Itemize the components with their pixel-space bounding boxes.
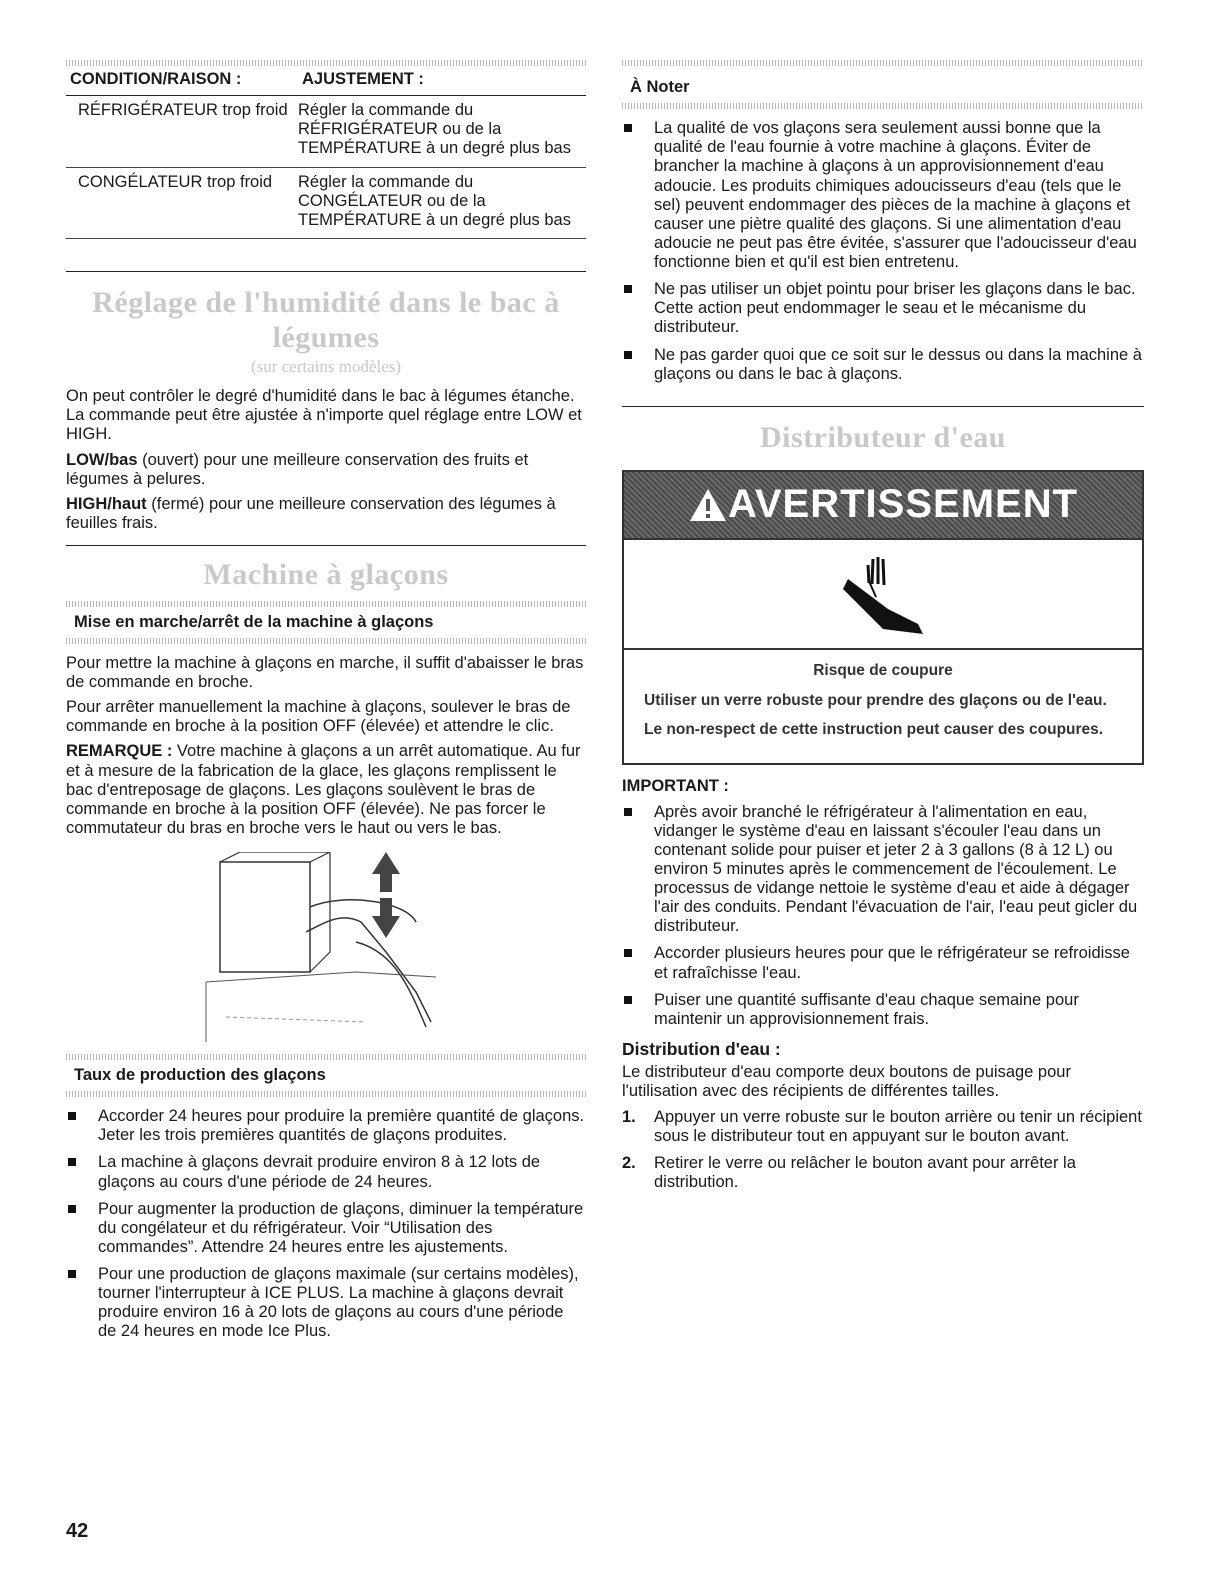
list-item: La qualité de vos glaçons sera seulement aussi bonne que la qualité de l'eau fournie à votre machine à glaçons. Éviter de brancher la machine à glaçons à un approvisionnement d'eau adoucie. Les produits chimiques adoucisseurs d'eau (tels que le sel) peuvent endommager des pièces de la machine à glaçons et causer une piètre qualité des glaçons. Si une alimentation d'eau adoucie ne peut pas être évitée, s'assurer que l'adoucisseur d'eau fonctionne bien et qu'il est bien entretenu. bbox=[622, 119, 1144, 272]
left-column bbox=[66, 60, 586, 1350]
notes-list bbox=[622, 119, 1144, 384]
step-text: Retirer le verre ou relâcher le bouton avant pour arrêter la distribution. bbox=[654, 1153, 1076, 1191]
list-item bbox=[622, 1108, 1144, 1146]
note-label: REMARQUE : bbox=[66, 742, 173, 761]
distribution-heading: Distribution d'eau : bbox=[622, 1038, 781, 1059]
table-header-condition: CONDITION/RAISON : bbox=[66, 66, 298, 96]
table-header-adjustment: AJUSTEMENT : bbox=[298, 66, 586, 96]
dotted-rule bbox=[66, 601, 586, 607]
dotted-rule bbox=[66, 1091, 586, 1097]
list-item: La machine à glaçons devrait produire environ 8 à 12 lots de glaçons au cours d'une période de 24 heures. bbox=[66, 1153, 586, 1191]
low-label: LOW/bas bbox=[66, 450, 138, 469]
list-item: Pour une production de glaçons maximale (sur certains modèles), tourner l'interrupteur à ICE PLUS. La machine à glaçons devrait produire environ 16 à 20 lots de glaçons au cours d'une période de 24 heures en mode Ice Plus. bbox=[66, 1265, 586, 1342]
step-text: Appuyer un verre robuste sur le bouton arrière ou tenir un récipient sous le distributeur tout en appuyant sur le bouton avant. bbox=[654, 1107, 1142, 1145]
condition-cell: RÉFRIGÉRATEUR trop froid bbox=[66, 96, 298, 167]
list-item: Ne pas garder quoi que ce soit sur le dessus ou dans la machine à glaçons ou dans le bac à glaçons. bbox=[622, 346, 1144, 384]
list-item: Puiser une quantité suffisante d'eau chaque semaine pour maintenir un approvisionnement frais. bbox=[622, 991, 1144, 1029]
step-number: 1. bbox=[622, 1107, 636, 1126]
cut-hazard-icon bbox=[828, 549, 938, 639]
step-number: 2. bbox=[622, 1153, 636, 1172]
high-text: (fermé) pour une meilleure conservation des légumes à feuilles frais. bbox=[66, 494, 556, 532]
list-item bbox=[622, 1154, 1144, 1192]
ice-rate-list bbox=[66, 1107, 586, 1341]
cut-hazard-area bbox=[624, 538, 1142, 648]
ice-rate-subheading: Taux de production des glaçons bbox=[74, 1066, 326, 1085]
humidity-intro: On peut contrôler le degré d'humidité dans le bac à légumes étanche. La commande peut être ajustée à n'importe quel réglage entre LOW et HIGH. bbox=[66, 387, 582, 444]
notes-heading: À Noter bbox=[630, 78, 690, 96]
dotted-rule bbox=[66, 1054, 586, 1060]
warning-triangle-icon bbox=[688, 487, 728, 523]
low-text: (ouvert) pour une meilleure conservation des fruits et légumes à pelures. bbox=[66, 450, 529, 488]
humidity-section-title: Réglage de l'humidité dans le bac à légumes bbox=[92, 285, 560, 354]
list-item: Accorder 24 heures pour produire la première quantité de glaçons. Jeter les trois premières quantités de glaçons produites. bbox=[66, 1107, 586, 1145]
list-item: Accorder plusieurs heures pour que le réfrigérateur se refroidisse et rafraîchisse l'eau. bbox=[622, 944, 1144, 982]
high-label: HIGH/haut bbox=[66, 494, 147, 513]
ice-maker-arm-image bbox=[66, 852, 586, 1042]
dotted-rule bbox=[622, 103, 1144, 109]
important-label: IMPORTANT : bbox=[622, 777, 729, 796]
list-item: Pour augmenter la production de glaçons, diminuer la température du congélateur et du réfrigérateur. Voir “Utilisation des commandes”. Attendre 24 heures entre les ajustements. bbox=[66, 1200, 586, 1257]
ice-section-title: Machine à glaçons bbox=[203, 558, 449, 592]
table-row bbox=[66, 96, 586, 167]
right-column bbox=[622, 60, 1144, 1200]
important-list bbox=[622, 803, 1144, 1029]
distribution-steps bbox=[622, 1108, 1144, 1193]
condition-cell: CONGÉLATEUR trop froid bbox=[66, 167, 298, 238]
ice-maker-illustration bbox=[66, 852, 586, 1042]
warning-title: AVERTISSEMENT bbox=[727, 482, 1079, 527]
water-section-title: Distributeur d'eau bbox=[760, 420, 1006, 454]
page-number: 42 bbox=[66, 1520, 89, 1542]
top-rule bbox=[622, 60, 1144, 66]
note-text: Votre machine à glaçons a un arrêt automatique. Au fur et à mesure de la fabrication de la glace, les glaçons remplissent le bac d'entreposage de glaçons. Les glaçons soulèvent le bras de commande en broche à la position OFF (élevée). Ne pas forcer le commutateur du bras en broche vers le haut ou vers le bas. bbox=[66, 742, 581, 837]
humidity-low bbox=[66, 451, 586, 489]
ice-p1: Pour mettre la machine à glaçons en marche, il suffit d'abaisser le bras de commande en broche. bbox=[66, 653, 584, 692]
ice-note bbox=[66, 742, 586, 838]
warning-header bbox=[624, 472, 1142, 538]
warning-instruction: Utiliser un verre robuste pour prendre des glaçons ou de l'eau. bbox=[644, 691, 1107, 709]
adjustment-cell: Régler la commande du CONGÉLATEUR ou de la TEMPÉRATURE à un degré plus bas bbox=[298, 167, 586, 238]
warning-box bbox=[622, 470, 1144, 766]
adjustment-cell: Régler la commande du RÉFRIGÉRATEUR ou de la TEMPÉRATURE à un degré plus bas bbox=[298, 96, 586, 167]
table-row bbox=[66, 167, 586, 238]
condition-table bbox=[66, 66, 586, 239]
warning-consequence: Le non-respect de cette instruction peut causer des coupures. bbox=[644, 721, 1104, 739]
humidity-high bbox=[66, 495, 586, 533]
list-item: Après avoir branché le réfrigérateur à l'alimentation en eau, vidanger le système d'eau en laissant s'écouler l'eau dans un contenant solide pour puiser et jeter 2 à 3 gallons (8 à 12 L) ou environ 5 minutes après le commencement de l'écoulement. Le processus de vidange nettoie le système d'eau et aide à dégager l'air des conduits. Pendant l'évacuation de l'air, l'eau peut gicler du distributeur. bbox=[622, 803, 1144, 937]
ice-p2: Pour arrêter manuellement la machine à glaçons, soulever le bras de commande en broche à la position OFF (élevée) et attendre le clic. bbox=[66, 698, 571, 736]
humidity-section-subtitle: (sur certains modèles) bbox=[250, 357, 402, 377]
ice-onoff-subheading: Mise en marche/arrêt de la machine à glaçons bbox=[74, 612, 434, 631]
top-rule bbox=[66, 60, 586, 66]
dotted-rule bbox=[66, 638, 586, 644]
list-item: Ne pas utiliser un objet pointu pour briser les glaçons dans le bac. Cette action peut endommager le seau et le mécanisme du distributeur. bbox=[622, 280, 1144, 337]
warning-text bbox=[624, 648, 1142, 764]
distribution-intro: Le distributeur d'eau comporte deux boutons de puisage pour l'utilisation avec des récipients de différentes tailles. bbox=[622, 1063, 1071, 1101]
risk-label: Risque de coupure bbox=[813, 661, 953, 679]
